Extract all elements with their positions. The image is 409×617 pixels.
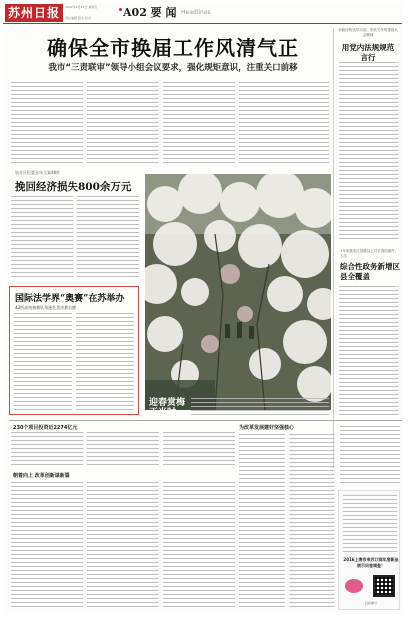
section2-body-col-1 xyxy=(11,196,73,280)
bottom-story2-body-col-2 xyxy=(87,482,159,610)
boxed-story-subtitle: 43所高校参赛队角逐赴美决赛名额 xyxy=(15,305,77,310)
lead-body-col-1 xyxy=(11,82,83,164)
page-code: A02 要 闻 xyxy=(123,6,177,19)
right-lower-title[interactable]: 综合性政务新增区县全覆盖 xyxy=(340,262,400,281)
bottom-right-body xyxy=(340,426,400,486)
newspaper-page xyxy=(3,2,402,614)
right-top-title[interactable]: 用党内法规规范言行 xyxy=(341,43,395,62)
boxed-story-title: 国际法学界“奥赛”在苏举办 xyxy=(15,294,125,304)
bottom-story3-body-col-1 xyxy=(239,434,285,610)
right-top-story xyxy=(336,28,400,63)
photo-caption-body xyxy=(191,398,329,416)
photo-caption-line-2: 正当时 xyxy=(149,408,177,418)
lead-body-col-2 xyxy=(87,82,159,164)
lead-subheadline: 我市“三责联审”领导小组会议要求，强化规矩意识，注重关口前移 xyxy=(48,63,298,73)
section2-title[interactable]: 挽回经济损失800余万元 xyxy=(15,181,132,193)
column-divider xyxy=(333,28,334,468)
bottom-story2-body-col-3 xyxy=(163,482,235,610)
plum-blossom-photo[interactable] xyxy=(145,174,331,410)
bottom-story3-body-col-2 xyxy=(289,434,335,610)
section-label: Headlines xyxy=(181,9,211,16)
right-lower-kicker: 1年来我市区县级以上共计查结案件，人次 xyxy=(340,249,399,258)
section-marker-icon xyxy=(119,8,122,11)
section-divider xyxy=(9,420,402,421)
right-top-body xyxy=(339,62,399,242)
boxed-story[interactable] xyxy=(9,286,139,415)
photo-illustration xyxy=(145,174,331,410)
date-line: 2022年2月27日 星期日 xyxy=(65,5,98,9)
section2-body-col-2 xyxy=(77,196,139,280)
photo-caption-line-1: 迎春赏梅 xyxy=(149,398,186,408)
bottom-story1-body-col-3 xyxy=(163,432,235,468)
bottom-story3-title[interactable]: 为改革发展建好坚强核心 xyxy=(239,425,295,431)
editor-line: 责任编辑 版式 校对 xyxy=(65,16,91,20)
newspaper-logo: 苏州日报 xyxy=(5,4,63,22)
masthead xyxy=(3,2,402,24)
boxed-story-body-col-1 xyxy=(14,313,72,411)
ad-logo-icon xyxy=(345,579,363,593)
qr-code-icon[interactable] xyxy=(373,575,395,597)
section2-kicker: 姑苏区纪委去年立案48件 xyxy=(15,170,61,175)
boxed-story-body-col-2 xyxy=(76,313,134,411)
lead-body-col-3 xyxy=(163,82,235,164)
bottom-story1-title[interactable]: 230个项目投资近2274亿元 xyxy=(13,425,78,431)
ad-title: 2016上海市来苏订阅年度新品展示问卷调查！ xyxy=(343,557,399,568)
right-top-kicker: 市政协传达学习省、市机关作风建设大会精神 xyxy=(338,28,398,37)
lead-headline[interactable]: 确保全市换届工作风清气正 xyxy=(47,36,299,60)
bottom-story2-title[interactable]: 朝着向上 改革创新谋新篇 xyxy=(13,473,70,479)
right-lower-body xyxy=(339,286,399,416)
bottom-story1-body-col-1 xyxy=(11,432,83,468)
ad-note: 扫码参与 xyxy=(364,601,377,605)
advertisement[interactable] xyxy=(338,490,400,610)
lead-body-col-4 xyxy=(239,82,329,164)
ad-body xyxy=(343,495,397,553)
bottom-story2-body-col-1 xyxy=(11,482,83,610)
bottom-story1-body-col-2 xyxy=(87,432,159,468)
